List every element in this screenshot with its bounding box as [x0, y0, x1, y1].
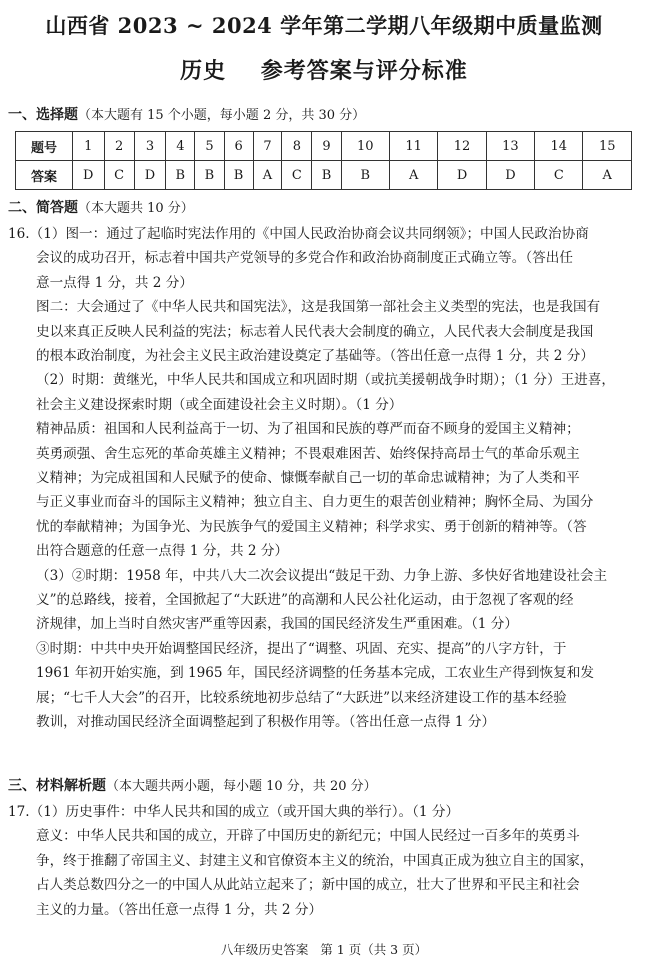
question-number-cell: 5	[195, 132, 224, 161]
row-header-answer: 答案	[16, 161, 73, 190]
answer-cell: B	[195, 161, 224, 190]
text-line: 主义的力量。（答出任意一点得 1 分，共 2 分）	[36, 901, 323, 918]
text-line: 义精神；为完成祖国和人民赋予的使命、慷慨奉献自己一切的革命忠诚精神；为了人类和平	[36, 470, 580, 486]
answer-cell: A	[389, 161, 437, 190]
text-line: 展；“七千人大会”的召开，比较系统地初步总结了“大跃进”以来经济建设工作的基本经验	[36, 689, 567, 706]
question-number-cell: 4	[166, 132, 195, 161]
answer-cell: D	[73, 161, 105, 190]
text-line: 忧的奉献精神；为国争光、为民族争气的爱国主义精神；科学求实、勇于创新的精神等。（答	[36, 518, 587, 535]
text-line: 义”的总路线，接着，全国掀起了“大跃进”的高潮和人民公社化运动，由于忽视了客观的经	[36, 592, 574, 608]
answer-cell: D	[134, 161, 166, 190]
document-title: 山西省 2023 ~ 2024 学年第二学期八年级期中质量监测	[45, 13, 603, 38]
question-number-cell: 9	[312, 132, 341, 161]
text-line: 与正义事业而奋斗的国际主义精神；独立自主、自力更生的艰苦创业精神；胸怀全局、为国分	[36, 494, 594, 511]
answer-cell: B	[312, 161, 341, 190]
text-line: （3）②时期：1958 年，中共八大二次会议提出“鼓足干劲、力争上游、多快好省地建设社会主	[36, 567, 608, 584]
question-number-cell: 3	[134, 132, 166, 161]
question-number-cell: 11	[389, 132, 437, 161]
section-heading-short-answer	[8, 197, 194, 217]
answer-cell: C	[104, 161, 134, 190]
answer-row	[16, 161, 632, 190]
text-line: 济规律，加上当时自然灾害严重等因素，我国的国民经济发生严重困难。（1 分）	[36, 616, 518, 633]
question-number-cell: 12	[438, 132, 486, 161]
section-note: （本大题共两小题，每小题 10 分，共 20 分）	[106, 779, 377, 794]
section-note: （本大题共 10 分）	[78, 201, 194, 216]
answer-cell: C	[282, 161, 312, 190]
section-note: （本大题有 15 个小题，每小题 2 分，共 30 分）	[78, 108, 366, 123]
question-number-cell: 10	[341, 132, 389, 161]
answer-cell: D	[438, 161, 486, 190]
answer-cell: B	[166, 161, 195, 190]
text-line: 出符合题意的任意一点得 1 分，共 2 分）	[36, 543, 289, 560]
row-header-number: 题号	[16, 132, 73, 161]
text-line: 意义：中华人民共和国的成立，开辟了中国历史的新纪元；中国人民经过一百多年的英勇斗	[36, 828, 580, 845]
answer-table	[15, 131, 632, 190]
question-number-cell: 14	[535, 132, 583, 161]
answer-cell: C	[535, 161, 583, 190]
text-line: 占人类总数四分之一的中国人从此站立起来了；新中国的成立，壮大了世界和平民主和社会	[36, 877, 580, 894]
question-number-row	[16, 132, 632, 161]
question-number-cell: 13	[486, 132, 534, 161]
question-number-cell: 15	[583, 132, 632, 161]
answer-cell: A	[583, 161, 632, 190]
answer-cell: B	[341, 161, 389, 190]
answer-cell: B	[224, 161, 253, 190]
text-line: 会议的成功召开，标志着中国共产党领导的多党合作和政治协商制度正式确立等。（答出任	[36, 250, 573, 267]
text-line: （2）时期：黄继光，中华人民共和国成立和巩固时期（或抗美援朝战争时期）；（1 分）王进喜，	[36, 372, 615, 389]
text-line: 17.（1）历史事件：中华人民共和国的成立（或开国大典的举行）。（1 分）	[8, 804, 460, 820]
section-label: 一、选择题	[8, 107, 78, 123]
text-line: 争，终于推翻了帝国主义、封建主义和官僚资本主义的统治，中国真正成为独立自主的国家，	[36, 852, 594, 869]
answer-cell: D	[486, 161, 534, 190]
answer-cell: A	[253, 161, 282, 190]
text-line: 教训，对推动国民经济全面调整起到了积极作用等。（答出任意一点得 1 分）	[36, 714, 496, 730]
page-footer: 八年级历史答案 第 1 页（共 3 页）	[220, 942, 428, 957]
question-number-cell: 2	[104, 132, 134, 161]
section-label: 三、材料解析题	[8, 778, 106, 794]
text-line: 意一点得 1 分，共 2 分）	[36, 274, 193, 291]
text-line: 史以来真正反映人民利益的宪法；标志着人民代表大会制度的确立，人民代表大会制度是我国	[36, 323, 594, 340]
question-number-cell: 1	[73, 132, 105, 161]
section-heading-material-analysis	[8, 775, 377, 795]
document-subtitle: 历史 参考答案与评分标准	[180, 58, 468, 84]
section-heading-choice	[8, 104, 365, 124]
question-number-cell: 7	[253, 132, 282, 161]
text-line: 的根本政治制度，为社会主义民主政治建设奠定了基础等。（答出任意一点得 1 分，共 2 分）	[36, 348, 594, 364]
text-line: 16.（1）图一：通过了起临时宪法作用的《中国人民政治协商会议共同纲领》；中国人民政治协商	[8, 226, 589, 242]
text-line: 精神品质：祖国和人民利益高于一切、为了祖国和民族的尊严而奋不顾身的爱国主义精神；	[36, 421, 580, 438]
text-line: 英勇顽强、舍生忘死的革命英雄主义精神；不畏艰难困苦、始终保持高昂士气的革命乐观主	[36, 445, 580, 462]
text-line: 图二：大会通过了《中华人民共和国宪法》，这是我国第一部社会主义类型的宪法，也是我国有	[36, 299, 601, 316]
question-number-cell: 6	[224, 132, 253, 161]
section-label: 二、简答题	[8, 200, 78, 216]
text-line: ③时期：中共中央开始调整国民经济，提出了“调整、巩固、充实、提高”的八字方针，于	[36, 640, 567, 657]
text-line: 1961 年初开始实施，到 1965 年，国民经济调整的任务基本完成，工农业生产得到恢复和发	[36, 665, 594, 682]
question-number-cell: 8	[282, 132, 312, 161]
text-line: 社会主义建设探索时期（或全面建设社会主义时期）。（1 分）	[36, 396, 403, 413]
